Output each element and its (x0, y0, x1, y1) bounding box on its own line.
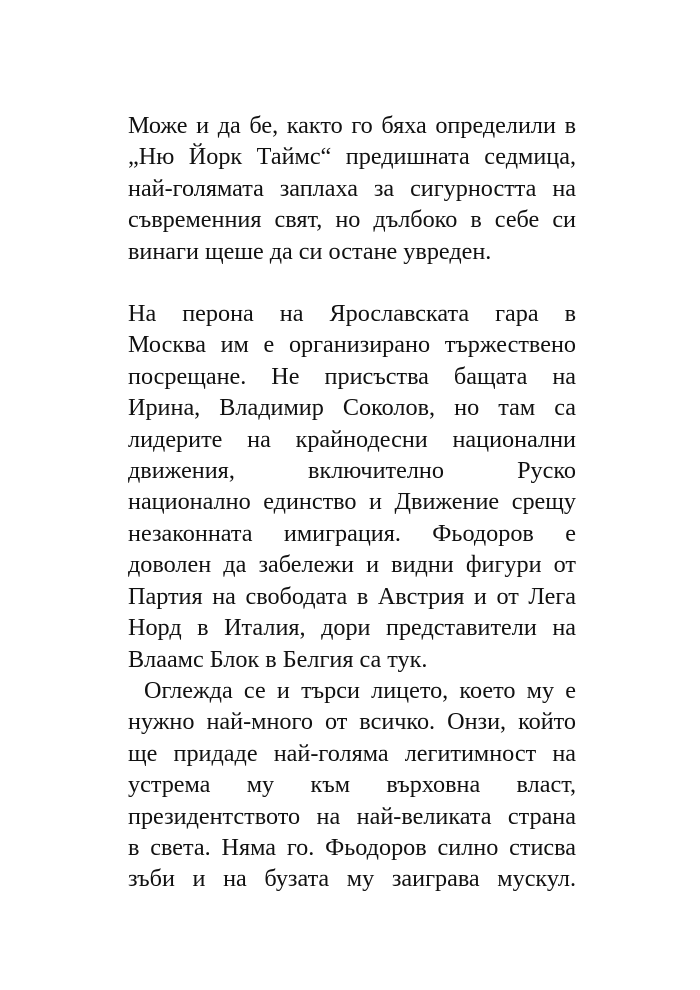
text-line: зъби и на бузата му заиграва мускул. (128, 865, 576, 893)
text-line: движения, включително Руско (128, 457, 576, 485)
text-line: национално единство и Движение срещу (128, 488, 576, 516)
text-line: в света. Няма го. Фьодоров силно стисва (128, 833, 576, 861)
paragraph-1 (128, 110, 576, 267)
text-line: посрещане. Не присъства бащата на (128, 362, 576, 390)
text-line: най-голямата заплаха за сигурността на (128, 174, 576, 202)
body-text (128, 110, 576, 895)
text-line: Влаамс Блок в Белгия са тук. (128, 645, 428, 673)
paragraph-gap (128, 267, 576, 298)
text-line: президентството на най-великата страна (128, 802, 576, 830)
text-line: Може и да бе, както го бяха определили в (128, 112, 576, 139)
text-line: съвременния свят, но дълбоко в себе си (128, 206, 576, 234)
text-line: На перона на Ярославската гара в (128, 300, 576, 328)
text-line: доволен да забележи и видни фигури от (128, 551, 576, 579)
text-line: „Ню Йорк Таймс“ предишната седмица, (128, 143, 576, 171)
text-line: ще придаде най-голяма легитимност на (128, 739, 576, 767)
text-line: устрема му към върховна власт, (128, 771, 576, 799)
text-line: Ирина, Владимир Соколов, но там са (128, 394, 576, 422)
text-line: нужно най-много от всичко. Онзи, който (128, 708, 576, 736)
paragraph-3 (128, 675, 576, 895)
text-line: Москва им е организирано тържествено (128, 331, 576, 359)
text-line: Партия на свободата в Австрия и от Лега (128, 582, 576, 610)
paragraph-2 (128, 298, 576, 675)
text-line: незаконната имиграция. Фьодоров е (128, 519, 576, 547)
text-line: винаги щеше да си остане увреден. (128, 237, 492, 265)
text-line: Норд в Италия, дори представители на (128, 614, 576, 642)
text-line: Оглежда се и търси лицето, което му е (144, 676, 576, 704)
text-line: лидерите на крайнодесни национални (128, 425, 576, 453)
